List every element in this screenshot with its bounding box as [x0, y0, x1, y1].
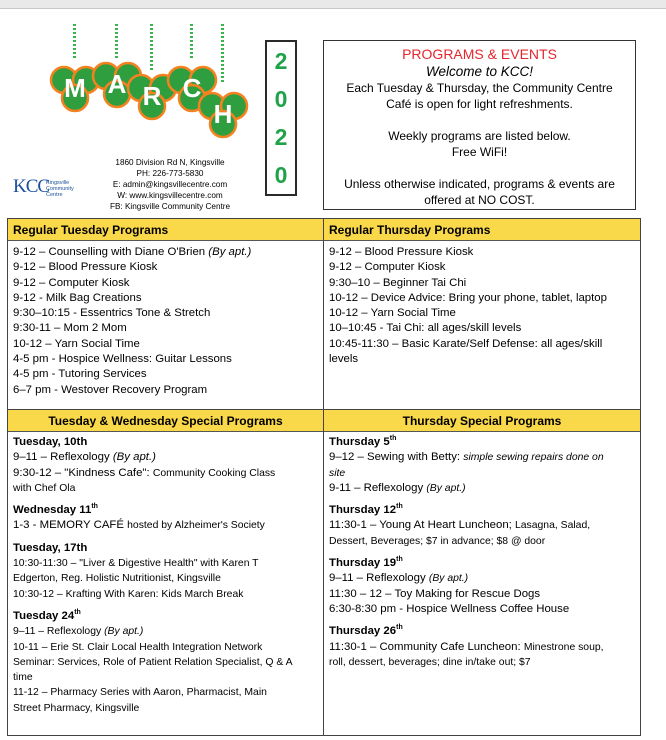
list-item: 9-12 – Counselling with Diane O'Brien (By apt.) [13, 246, 252, 258]
thursday-regular-heading: Regular Thursday Programs [324, 219, 640, 241]
list-item: 9-12 – Blood Pressure Kiosk [329, 246, 474, 258]
list-item: 9:30–10 – Beginner Tai Chi [329, 276, 467, 289]
info-text: Free WiFi! [451, 145, 508, 159]
list-item: 10–10:45 - Tai Chi: all ages/skill levels [329, 322, 522, 335]
year-box [265, 40, 297, 196]
list-item: 9–12 – Sewing with Betty: simple sewing repairs done on [329, 451, 604, 464]
tue-wed-special-heading: Tuesday & Wednesday Special Programs [8, 410, 323, 432]
list-item: levels [329, 353, 359, 366]
list-item: 9:30–10:15 - Essentrics Tone & Stretch [13, 307, 211, 320]
list-item: with Chef Ola [13, 482, 76, 494]
svg-text:A: A [107, 69, 127, 99]
year-digit: 0 [274, 162, 288, 188]
list-item: time [13, 672, 33, 684]
list-item: 6–7 pm - Westover Recovery Program [13, 383, 208, 396]
year-digit: 0 [274, 86, 288, 112]
day-heading: Tuesday, 17th [13, 541, 88, 554]
list-item: 1-3 - MEMORY CAFÉ hosted by Alzheimer's Society [13, 519, 265, 532]
list-item: 9–11 – Reflexology (By apt.) [329, 572, 469, 585]
list-item: 11-12 – Pharmacy Series with Aaron, Pharmacist, Main [13, 687, 267, 699]
list-item: 10-12 – Yarn Social Time [329, 307, 456, 320]
email-line: E: admin@kingsvillecentre.com [112, 180, 228, 189]
list-item: 9–11 – Reflexology (By apt.) [13, 626, 144, 638]
list-item: 11:30 – 12 – Toy Making for Rescue Dogs [329, 587, 541, 600]
svg-text:R: R [142, 81, 162, 111]
kcc-logo: KCC Kingsville Community Centre [13, 176, 74, 198]
list-item: 4-5 pm - Hospice Wellness: Guitar Lessons [13, 353, 232, 366]
programs-info-box [323, 40, 636, 210]
list-item: Edgerton, Reg. Holistic Nutritionist, Kingsville [13, 573, 221, 585]
thursday-special-heading: Thursday Special Programs [324, 410, 640, 432]
list-item: Seminar: Services, Role of Patient Relation Specialist, Q & A [13, 656, 293, 668]
list-item: 9:30-11 – Mom 2 Mom [13, 322, 127, 335]
list-item: 10-12 – Device Advice: Bring your phone, tablet, laptop [329, 291, 607, 304]
list-item: 10:30-11:30 – "Liver & Digestive Health" with Karen T [13, 558, 259, 570]
list-item: roll, dessert, beverages; dine in/take out; $7 [329, 656, 531, 668]
list-item: 9-11 – Reflexology (By apt.) [329, 481, 466, 494]
list-item: 10:30-12 – Krafting With Karen: Kids March Break [13, 588, 244, 600]
info-text: Café is open for light refreshments. [386, 97, 573, 111]
info-title: PROGRAMS & EVENTS [402, 46, 557, 62]
info-text: Weekly programs are listed below. [388, 129, 571, 143]
info-text: offered at NO COST. [424, 193, 535, 207]
march-logo [40, 24, 250, 154]
list-item: site [329, 467, 346, 479]
list-item: 9-12 - Milk Bag Creations [13, 291, 142, 304]
day-heading: Thursday 12th [329, 503, 403, 517]
tue-wed-special-list [8, 433, 323, 716]
thursday-regular-list [324, 243, 640, 367]
thursday-special-list [324, 433, 640, 670]
info-welcome: Welcome to KCC! [425, 64, 534, 79]
list-item: 11:30-1 – Community Cafe Luncheon: Minestrone soup, [329, 640, 604, 653]
list-item: 9-12 – Computer Kiosk [13, 276, 130, 289]
phone-line: PH: 226-773-5830 [136, 169, 204, 178]
svg-text:M: M [64, 73, 86, 103]
website-line: W: www.kingsvillecentre.com [117, 191, 223, 200]
svg-text:C: C [182, 73, 202, 103]
day-heading: Thursday 5th [329, 435, 397, 448]
list-item: 6:30-8:30 pm - Hospice Wellness Coffee House [329, 602, 570, 615]
year-digit: 2 [274, 124, 288, 150]
list-item: 9–11 – Reflexology (By apt.) [13, 451, 156, 464]
facebook-line: FB: Kingsville Community Centre [109, 202, 231, 211]
schedule-table [7, 218, 641, 736]
contact-info [70, 157, 270, 212]
day-heading: Thursday 26th [329, 624, 403, 638]
info-text: Each Tuesday & Thursday, the Community Centre [346, 81, 613, 95]
window-top-edge [0, 0, 666, 9]
day-heading: Wednesday 11th [13, 503, 98, 517]
tuesday-regular-list [8, 243, 323, 398]
svg-text:H: H [213, 99, 233, 129]
list-item: 10:45-11:30 – Basic Karate/Self Defense: all ages/skill [329, 337, 603, 350]
list-item: Street Pharmacy, Kingsville [13, 702, 140, 714]
day-heading: Tuesday 24th [13, 609, 81, 622]
tuesday-regular-heading: Regular Tuesday Programs [8, 219, 323, 241]
list-item: 11:30-1 – Young At Heart Luncheon; Lasagna, Salad, [329, 519, 591, 532]
day-heading: Tuesday, 10th [13, 436, 88, 448]
list-item: 4-5 pm - Tutoring Services [13, 368, 147, 381]
info-text: Unless otherwise indicated, programs & events are [344, 177, 615, 191]
list-item: 10-11 – Erie St. Clair Local Health Integration Network [13, 641, 263, 653]
day-heading: Thursday 19th [329, 556, 403, 570]
list-item: 10-12 – Yarn Social Time [13, 337, 140, 350]
list-item: Dessert, Beverages; $7 in advance; $8 @ door [329, 535, 546, 547]
list-item: 9-12 – Computer Kiosk [329, 261, 446, 274]
address-line: 1860 Division Rd N, Kingsville [115, 158, 225, 167]
list-item: 9:30-12 – "Kindness Cafe": Community Cooking Class [13, 466, 276, 479]
list-item: 9-12 – Blood Pressure Kiosk [13, 261, 158, 274]
year-digit: 2 [274, 48, 288, 74]
